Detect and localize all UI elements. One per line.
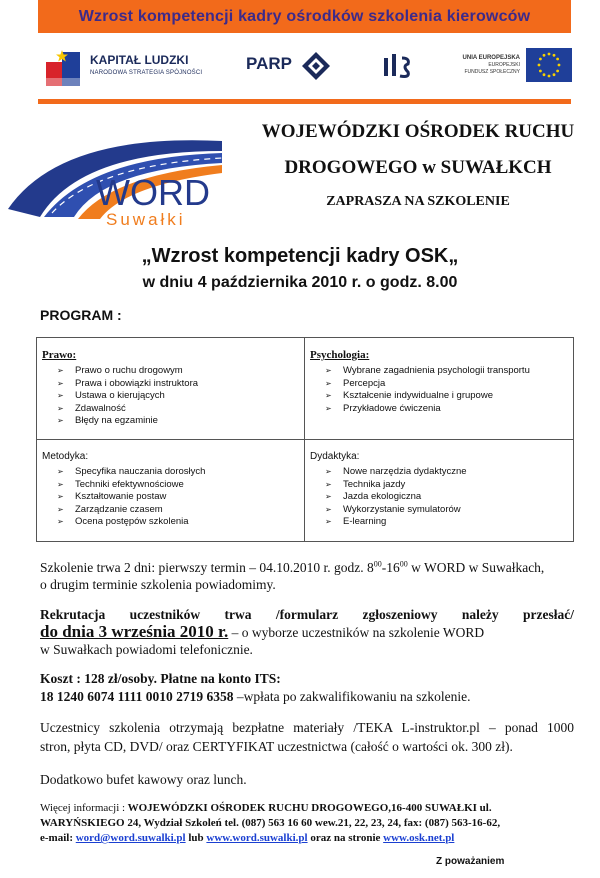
- arrow-bullet-icon: ➢: [57, 403, 64, 413]
- arrow-bullet-icon: ➢: [57, 467, 64, 476]
- arrow-bullet-icon: ➢: [325, 492, 332, 502]
- kapital-ludzki-logo: [46, 46, 216, 88]
- list-item: ➢ Kształtowanie postaw: [57, 491, 167, 503]
- list-item: ➢ Błędy na egzaminie: [57, 415, 158, 427]
- cell-heading: Psychologia:: [310, 349, 370, 361]
- materials-line1: Uczestnicy szkolenia otrzymają bezpłatne materiały /TEKA L-instruktor.pl – ponad 1000: [40, 720, 574, 735]
- parp-text: PARP: [246, 54, 292, 73]
- arrow-bullet-icon: ➢: [325, 504, 332, 514]
- arrow-bullet-icon: ➢: [325, 403, 332, 413]
- program-table: [36, 337, 574, 542]
- list-item: ➢ Wybrane zagadnienia psychologii transportu: [325, 365, 530, 376]
- invitation-text: ZAPRASZA NA SZKOLENIE: [326, 194, 510, 209]
- arrow-bullet-icon: ➢: [57, 378, 64, 388]
- organizer-name-line2: DROGOWEGO w SUWAŁKCH: [284, 157, 552, 178]
- list-item: ➢ Ustawa o kierujących: [57, 390, 165, 402]
- bank-account: 18 1240 6074 1111 0010 2719 6358: [40, 689, 234, 704]
- event-title: „Wzrost kompetencji kadry OSK„: [141, 245, 459, 267]
- list-item: ➢ Prawo o ruchu drogowym: [57, 365, 183, 376]
- arrow-bullet-icon: ➢: [57, 517, 64, 527]
- cost-line1: Koszt : 128 zł/osoby. Płatne na konto ITS:: [40, 671, 281, 686]
- list-item: ➢ Zarządzanie czasem: [57, 503, 163, 515]
- list-item: ➢ Technika jazdy: [325, 478, 406, 490]
- arrow-bullet-icon: ➢: [57, 366, 64, 375]
- duration-line1: Szkolenie trwa 2 dni: pierwszy termin – 04.10.2010 r. godz. $8^{00}-16^{00}$ w WORD w Suwałkach,: [40, 559, 545, 575]
- arrow-bullet-icon: ➢: [325, 517, 332, 527]
- list-item: ➢ E-learning: [325, 516, 387, 528]
- recruitment-line1: Rekrutacja uczestników trwa /formularz zgłoszeniowy należy przesłać/: [40, 607, 574, 622]
- contact-line2: WARYŃSKIEGO 24, Wydział Szkoleń tel. (087) 563 16 60 wew.21, 22, 23, 24, fax: (087) 563-16-62,: [40, 817, 501, 829]
- cell-heading: Dydaktyka:: [310, 451, 360, 462]
- event-date: w dniu 4 października 2010 r. o godz. 8.00: [142, 274, 458, 291]
- arrow-bullet-icon: ➢: [325, 391, 332, 401]
- list-item: ➢ Specyfika nauczania dorosłych: [57, 466, 206, 477]
- list-item: ➢ Techniki efektywnościowe: [57, 478, 184, 490]
- list-item: ➢ Jazda ekologiczna: [325, 491, 422, 503]
- eu-flag-icon: [526, 48, 572, 82]
- arrow-bullet-icon: ➢: [325, 366, 332, 375]
- arrow-bullet-icon: ➢: [57, 416, 64, 426]
- recruitment-line2: do dnia 3 września 2010 r. – o wyborze uczestników na szkolenie WORD: [40, 622, 485, 641]
- kapital-ludzki-emblem-icon: [46, 48, 80, 86]
- cell-heading: Prawo:: [42, 349, 77, 361]
- word-logo: [0, 113, 240, 233]
- list-item: ➢ Wykorzystanie symulatorów: [325, 503, 461, 515]
- eu-text: [440, 55, 520, 76]
- program-cell-prawo: [37, 338, 305, 440]
- orange-divider: [38, 99, 571, 104]
- parp-arrows-icon: [302, 52, 330, 80]
- eu-line3: FUNDUSZ SPOŁECZNY: [464, 69, 520, 75]
- recruitment-line3: w Suwałkach powiadomi telefonicznie.: [40, 642, 253, 657]
- program-cell-metodyka: [37, 440, 305, 541]
- word-logo-city: Suwałki: [106, 210, 186, 229]
- topic-list: [57, 365, 198, 428]
- sponsor-logos: [38, 38, 571, 96]
- arrow-bullet-icon: ➢: [57, 504, 64, 514]
- list-item: ➢ Zdawalność: [57, 402, 126, 414]
- program-label: PROGRAM :: [40, 307, 122, 323]
- list-item: ➢ Ocena postępów szkolenia: [57, 516, 189, 528]
- eu-logo: [440, 46, 570, 88]
- catering-note: Dodatkowo bufet kawowy oraz lunch.: [40, 772, 247, 787]
- duration-line2: o drugim terminie szkolenia powiadomimy.: [40, 577, 276, 592]
- list-item: ➢ Kształcenie indywidualne i grupowe: [325, 390, 493, 402]
- osk-website-link[interactable]: www.osk.net.pl: [383, 832, 455, 844]
- arrow-bullet-icon: ➢: [325, 479, 332, 489]
- cell-heading: Metodyka:: [42, 451, 89, 462]
- list-item: ➢ Przykładowe ćwiczenia: [325, 402, 441, 414]
- topic-list: [325, 466, 467, 529]
- list-item: ➢ Percepcja: [325, 377, 386, 389]
- email-link[interactable]: word@word.suwalki.pl: [75, 832, 186, 844]
- word-logo-name: WORD: [96, 172, 210, 213]
- word-road-swoosh-icon: [0, 113, 240, 233]
- arrow-bullet-icon: ➢: [325, 378, 332, 388]
- eu-line2: EUROPEJSKI: [488, 62, 520, 68]
- materials-line2: stron, płyta CD, DVD/ oraz CERTYFIKAT uczestnictwa (całość o wartości ok. 300 zł).: [40, 739, 513, 754]
- parp-logo: [246, 52, 356, 82]
- arrow-bullet-icon: ➢: [57, 492, 64, 502]
- contact-line1: Więcej informacji : WOJEWÓDZKI OŚRODEK RUCHU DROGOWEGO,16-400 SUWAŁKI ul.: [40, 802, 492, 814]
- list-item: ➢ Prawa i obowiązki instruktora: [57, 377, 199, 389]
- signature: Z poważaniem: [436, 856, 505, 867]
- list-item: ➢ Nowe narzędzia dydaktyczne: [325, 466, 467, 477]
- kapital-ludzki-subtitle: NARODOWA STRATEGIA SPÓJNOŚCI: [90, 70, 203, 76]
- organizer-name-line1: WOJEWÓDZKI OŚRODEK RUCHU: [261, 121, 575, 142]
- eu-line1: UNIA EUROPEJSKA: [462, 55, 520, 61]
- word-website-link[interactable]: www.word.suwalki.pl: [206, 832, 308, 844]
- topic-list: [57, 466, 205, 529]
- kapital-ludzki-title: KAPITAŁ LUDZKI: [90, 53, 189, 67]
- eu-stars-icon: [526, 48, 572, 82]
- arrow-bullet-icon: ➢: [57, 479, 64, 489]
- contact-line3: e-mail: word@word.suwalki.pl lub www.word.suwalki.pl oraz na stronie www.osk.net.pl: [40, 832, 455, 844]
- deadline-date: do dnia 3 września 2010 r.: [40, 622, 229, 641]
- banner-title: Wzrost kompetencji kadry ośrodków szkolenia kierowców: [78, 7, 531, 25]
- program-cell-psychologia: [305, 338, 573, 440]
- program-cell-dydaktyka: [305, 440, 573, 541]
- arrow-bullet-icon: ➢: [325, 467, 332, 476]
- its-logo-icon: [382, 52, 414, 80]
- header-banner: [38, 0, 571, 33]
- arrow-bullet-icon: ➢: [57, 391, 64, 401]
- topic-list: [325, 365, 530, 415]
- cost-line2: 18 1240 6074 1111 0010 2719 6358 –wpłata po zakwalifikowaniu na szkolenie.: [40, 689, 471, 704]
